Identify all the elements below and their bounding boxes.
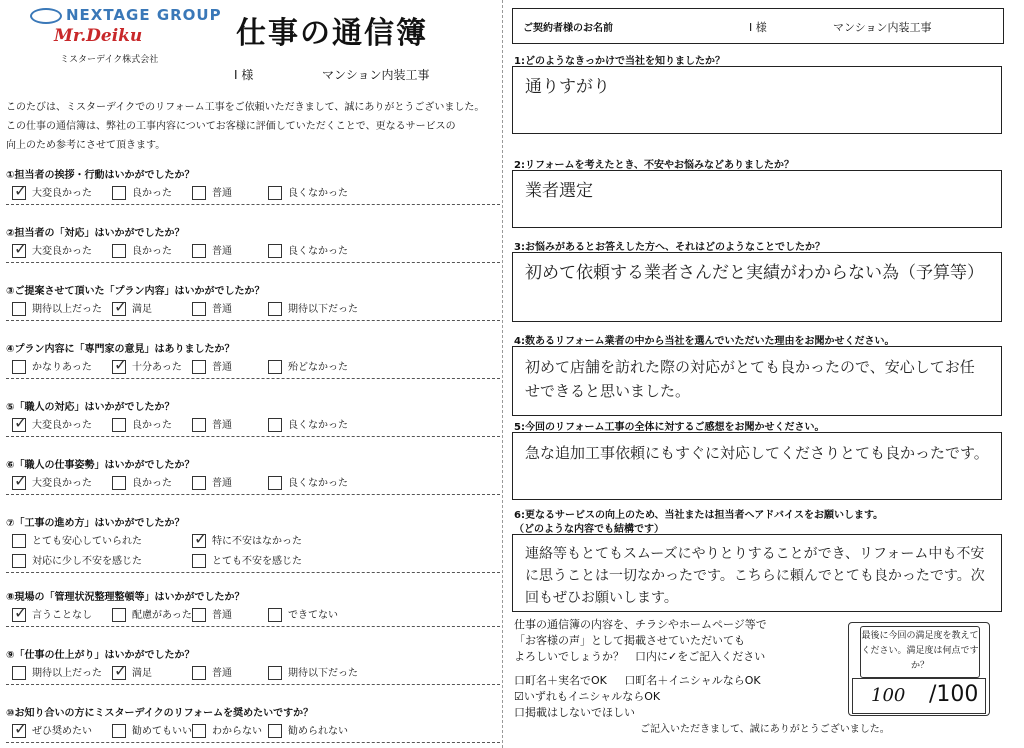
option-row xyxy=(6,532,500,552)
checkbox[interactable] xyxy=(268,666,282,680)
q6-label: 6:更なるサービスの向上のため、当社または担当者へアドバイスをお願いします。 xyxy=(514,510,884,521)
checkbox[interactable] xyxy=(12,186,26,200)
option-label: 良かった xyxy=(132,420,172,431)
q2-label: 2:リフォームを考えたとき、不安やお悩みなどありましたか？ xyxy=(514,160,795,171)
customer-name-box: ご契約者様のお名前 I 様 マンション内装工事 xyxy=(512,8,1004,44)
checkbox[interactable] xyxy=(192,360,206,374)
option-label: 大変良かった xyxy=(32,420,92,431)
option-2[interactable] xyxy=(112,358,182,374)
question-title: ④プラン内容に「専門家の意見」はありましたか？ xyxy=(6,344,235,355)
option-3[interactable] xyxy=(192,242,232,258)
checkbox[interactable] xyxy=(268,608,282,622)
checkbox[interactable] xyxy=(192,418,206,432)
option-1[interactable] xyxy=(12,184,92,200)
checkbox[interactable] xyxy=(12,666,26,680)
option-2[interactable] xyxy=(192,532,302,548)
option-label: 大変良かった xyxy=(32,478,92,489)
checkbox[interactable] xyxy=(112,476,126,490)
option-1[interactable] xyxy=(12,416,92,432)
question-5 xyxy=(6,398,500,436)
satisfaction-score-box[interactable] xyxy=(852,678,986,714)
option-3[interactable] xyxy=(192,358,232,374)
option-label: 勧めてもいい xyxy=(132,726,192,737)
checkbox[interactable] xyxy=(12,724,26,738)
checkbox[interactable] xyxy=(268,418,282,432)
q5-answer[interactable]: 急な追加工事依頼にもすぐに対応してくださりとても良かったです。 xyxy=(512,432,1002,500)
q2-answer[interactable]: 業者選定 xyxy=(512,170,1002,228)
question-title: ⑨「仕事の仕上がり」はいかがでしたか？ xyxy=(6,650,195,661)
option-label: 普通 xyxy=(212,478,232,489)
question-title: ⑦「工事の進め方」はいかがでしたか？ xyxy=(6,518,185,529)
question-title: ⑩お知り合いの方にミスターデイクのリフォームを奨めたいですか？ xyxy=(6,708,314,719)
question-divider xyxy=(6,378,500,379)
option-label: 期待以上だった xyxy=(32,668,102,679)
publish-option-none[interactable]: 口掲載はしないでほしい xyxy=(514,706,635,719)
option-row xyxy=(6,722,500,742)
question-2 xyxy=(6,224,500,262)
option-2[interactable] xyxy=(112,416,172,432)
checkbox[interactable] xyxy=(268,476,282,490)
checkbox[interactable] xyxy=(12,554,26,568)
checkbox[interactable] xyxy=(192,666,206,680)
q3-label: 3:お悩みがあるとお答えした方へ、それはどのようなことでしたか？ xyxy=(514,242,825,253)
option-label: 言うことなし xyxy=(32,610,92,621)
option-2[interactable] xyxy=(112,242,172,258)
option-3[interactable] xyxy=(192,184,232,200)
option-4[interactable] xyxy=(268,358,348,374)
checkbox[interactable] xyxy=(192,186,206,200)
checkbox[interactable] xyxy=(268,724,282,738)
question-8 xyxy=(6,588,500,626)
checkbox[interactable] xyxy=(112,244,126,258)
option-label: できてない xyxy=(288,610,338,621)
option-label: ぜひ奨めたい xyxy=(32,726,92,737)
option-label: とても不安を感じた xyxy=(212,556,302,567)
option-3[interactable] xyxy=(192,300,232,316)
option-3[interactable] xyxy=(192,416,232,432)
option-1[interactable] xyxy=(12,358,92,374)
option-label: 普通 xyxy=(212,304,232,315)
checkbox[interactable] xyxy=(112,724,126,738)
question-divider xyxy=(6,684,500,685)
checkbox[interactable] xyxy=(192,476,206,490)
checkbox[interactable] xyxy=(268,360,282,374)
option-1[interactable] xyxy=(12,300,102,316)
option-label: 期待以上だった xyxy=(32,304,102,315)
q1-answer[interactable]: 通りすがり xyxy=(512,66,1002,134)
checkbox[interactable] xyxy=(112,186,126,200)
option-4[interactable] xyxy=(268,606,338,622)
checkbox[interactable] xyxy=(268,186,282,200)
question-10 xyxy=(6,704,500,742)
q4-label: 4:数あるリフォーム業者の中から当社を選んでいただいた理由をお聞かせください。 xyxy=(514,336,895,347)
question-divider xyxy=(6,204,500,205)
checkbox[interactable] xyxy=(192,244,206,258)
checkbox[interactable] xyxy=(12,418,26,432)
option-label: 良くなかった xyxy=(288,420,348,431)
footer-thanks: ご記入いただきまして、誠にありがとうございました。 xyxy=(640,724,890,735)
option-2[interactable] xyxy=(112,474,172,490)
checkbox[interactable] xyxy=(112,360,126,374)
question-1 xyxy=(6,166,500,204)
option-3[interactable] xyxy=(192,474,232,490)
satisfaction-prompt: 最後に今回の満足度を教えてください。満足度は何点ですか？ xyxy=(860,626,980,678)
option-label: 普通 xyxy=(212,420,232,431)
question-9 xyxy=(6,646,500,684)
option-4[interactable] xyxy=(268,184,348,200)
option-row xyxy=(6,664,500,684)
option-row xyxy=(6,184,500,204)
question-title: ⑧現場の「管理状況整理整頓等」はいかがでしたか？ xyxy=(6,592,245,603)
question-divider xyxy=(6,320,500,321)
option-row xyxy=(6,606,500,626)
option-2[interactable] xyxy=(112,606,192,622)
publish-option-initial[interactable]: 口町名＋イニシャルならOK xyxy=(624,674,761,687)
checkbox[interactable] xyxy=(192,554,206,568)
checkbox[interactable] xyxy=(12,360,26,374)
question-7 xyxy=(6,514,500,572)
option-3[interactable] xyxy=(192,664,232,680)
option-label: かなりあった xyxy=(32,362,92,373)
option-label: 配慮があった xyxy=(132,610,192,621)
option-4[interactable] xyxy=(268,242,348,258)
company-logo: Mr.Deiku xyxy=(54,26,143,46)
option-3[interactable] xyxy=(192,722,262,738)
option-4[interactable] xyxy=(192,552,302,568)
option-label: 殆どなかった xyxy=(288,362,348,373)
question-6 xyxy=(6,456,500,494)
question-divider xyxy=(6,626,500,627)
option-label: 普通 xyxy=(212,362,232,373)
option-label: 良くなかった xyxy=(288,246,348,257)
option-1[interactable] xyxy=(12,474,92,490)
option-label: 期待以下だった xyxy=(288,304,358,315)
option-row xyxy=(6,474,500,494)
checkbox[interactable] xyxy=(12,476,26,490)
option-2[interactable] xyxy=(112,300,152,316)
checkbox[interactable] xyxy=(192,724,206,738)
question-divider xyxy=(6,436,500,437)
option-row xyxy=(6,358,500,378)
divider xyxy=(502,0,503,748)
q3-answer[interactable]: 初めて依頼する業者さんだと実績がわからない為（予算等） xyxy=(512,252,1002,322)
option-4[interactable] xyxy=(268,474,348,490)
checkbox[interactable] xyxy=(192,302,206,316)
q6-answer[interactable]: 連絡等もとてもスムーズにやりとりすることができ、リフォーム中も不安に思うことは一切なかったです。こちらに頼んでとても良かったです。次回もぜひお願いします。 xyxy=(512,534,1002,612)
option-label: 期待以下だった xyxy=(288,668,358,679)
satisfaction-max: /100 xyxy=(929,682,979,707)
option-row xyxy=(6,552,500,572)
option-4[interactable] xyxy=(268,722,348,738)
option-label: 良くなかった xyxy=(288,478,348,489)
question-divider xyxy=(6,262,500,263)
checkbox[interactable] xyxy=(112,666,126,680)
option-label: 十分あった xyxy=(132,362,182,373)
question-divider xyxy=(6,572,500,573)
customer-name: I 様 xyxy=(234,68,254,82)
option-label: 良かった xyxy=(132,246,172,257)
checkbox[interactable] xyxy=(112,608,126,622)
publish-option-all-initial[interactable]: ☑いずれもイニシャルならOK xyxy=(514,690,661,703)
question-title: ⑥「職人の仕事姿勢」はいかがでしたか？ xyxy=(6,460,195,471)
question-divider xyxy=(6,494,500,495)
option-row xyxy=(6,242,500,262)
option-label: とても安心していられた xyxy=(32,536,142,547)
option-3[interactable] xyxy=(12,552,142,568)
checkbox[interactable] xyxy=(112,302,126,316)
checkbox[interactable] xyxy=(12,534,26,548)
checkbox[interactable] xyxy=(12,244,26,258)
question-title: ②担当者の「対応」はいかがでしたか？ xyxy=(6,228,185,239)
option-4[interactable] xyxy=(268,416,348,432)
customer-work-type: マンション内装工事 xyxy=(322,68,430,82)
checkbox[interactable] xyxy=(268,302,282,316)
option-1[interactable] xyxy=(12,532,142,548)
option-label: 特に不安はなかった xyxy=(212,536,302,547)
question-4 xyxy=(6,340,500,378)
checkbox[interactable] xyxy=(192,608,206,622)
option-2[interactable] xyxy=(112,722,192,738)
option-row xyxy=(6,300,500,320)
option-label: 普通 xyxy=(212,668,232,679)
option-1[interactable] xyxy=(12,722,92,738)
checkbox[interactable] xyxy=(12,608,26,622)
option-4[interactable] xyxy=(268,664,358,680)
satisfaction-score: 100 xyxy=(871,685,906,706)
checkbox[interactable] xyxy=(112,418,126,432)
question-title: ①担当者の挨拶・行動はいかがでしたか？ xyxy=(6,170,195,181)
option-label: 満足 xyxy=(132,304,152,315)
intro-text: このたびは、ミスターデイクでのリフォーム工事をご依頼いただきまして、誠にありがとうございました。 この仕事の通信簿は、弊社の工事内容についてお客様に評価していただくことで、更なるサービスの 向上のため参考にさせて頂きます。 xyxy=(6,102,485,151)
q6-sublabel: （どのような内容でも結構です） xyxy=(514,524,664,535)
publish-option-realname[interactable]: 口町名＋実名でOK xyxy=(514,674,607,687)
company-name: ミスターデイク株式会社 xyxy=(60,55,159,65)
option-row xyxy=(6,416,500,436)
option-label: 良かった xyxy=(132,188,172,199)
option-label: 普通 xyxy=(212,610,232,621)
publish-consent: 仕事の通信簿の内容を、チラシやホームページ等で 「お客様の声」として掲載させていただいても よろしいでしょうか？ 口内に✓をご記入ください 口町名＋実名でOK 口町名＋イニシャルならOK ☑いずれもイニシャルならOK 口掲載はしないでほしい xyxy=(514,618,767,719)
checkbox[interactable] xyxy=(192,534,206,548)
option-2[interactable] xyxy=(112,664,152,680)
option-label: わからない xyxy=(212,726,262,737)
question-divider xyxy=(6,742,500,743)
q5-label: 5:今回のリフォーム工事の全体に対するご感想をお聞かせください。 xyxy=(514,422,825,433)
option-2[interactable] xyxy=(112,184,172,200)
page-title: 仕事の通信簿 xyxy=(236,16,428,51)
option-label: 大変良かった xyxy=(32,188,92,199)
checkbox[interactable] xyxy=(268,244,282,258)
q4-answer[interactable]: 初めて店舗を訪れた際の対応がとても良かったので、安心してお任せできると思いました。 xyxy=(512,346,1002,416)
question-title: ⑤「職人の対応」はいかがでしたか？ xyxy=(6,402,175,413)
option-label: 大変良かった xyxy=(32,246,92,257)
option-label: 対応に少し不安を感じた xyxy=(32,556,142,567)
checkbox[interactable] xyxy=(12,302,26,316)
option-4[interactable] xyxy=(268,300,358,316)
option-label: 良かった xyxy=(132,478,172,489)
option-label: 良くなかった xyxy=(288,188,348,199)
brand-swoosh-icon xyxy=(30,8,62,24)
option-label: 満足 xyxy=(132,668,152,679)
question-title: ③ご提案させて頂いた「プラン内容」はいかがでしたか？ xyxy=(6,286,265,297)
option-label: 普通 xyxy=(212,188,232,199)
option-1[interactable] xyxy=(12,242,92,258)
option-1[interactable] xyxy=(12,664,102,680)
option-1[interactable] xyxy=(12,606,92,622)
option-label: 勧められない xyxy=(288,726,348,737)
question-3 xyxy=(6,282,500,320)
q1-label: 1:どのようなきっかけで当社を知りましたか？ xyxy=(514,56,725,67)
option-label: 普通 xyxy=(212,246,232,257)
brand-logo: NEXTAGE GROUP xyxy=(30,6,222,24)
option-3[interactable] xyxy=(192,606,232,622)
